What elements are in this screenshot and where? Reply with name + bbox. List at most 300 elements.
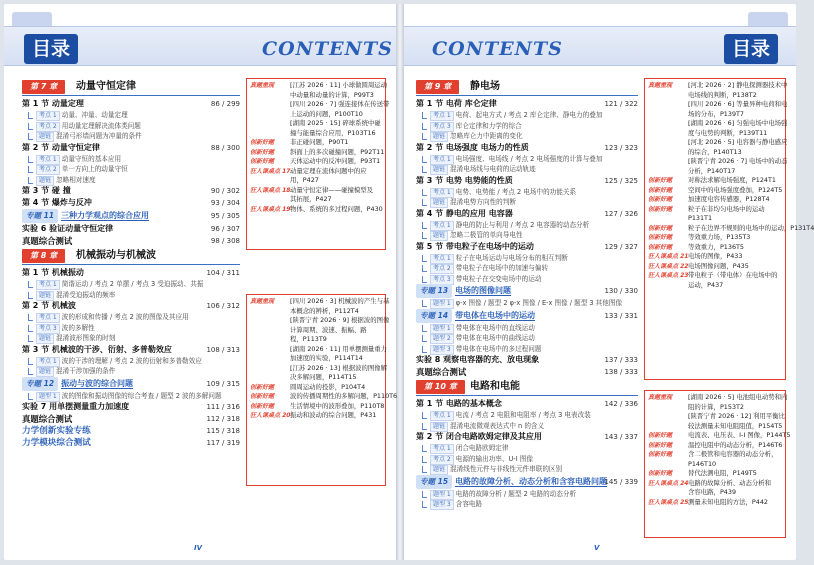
- highlight-line: [250, 91, 382, 101]
- special-topic-title: 电场的图像问题: [455, 286, 512, 295]
- highlight-line: [648, 81, 788, 91]
- toc-subitem-text: 动量、冲量、动量定理: [61, 111, 128, 119]
- toc-special-topic[interactable]: [416, 284, 638, 298]
- toc-entry-title: 第 4 节 静电的应用 电容器: [416, 208, 513, 218]
- highlight-category: 创新好题: [250, 158, 275, 165]
- toc-entry-title: 第 1 节 动量定理: [22, 99, 84, 108]
- highlight-text: 中动量和动量的计算，P99T3: [290, 90, 374, 99]
- toc-tag: 考点 1: [36, 313, 60, 323]
- toc-subitem-text: 简谐运动 / 考点 2 单摆 / 考点 3 受迫振动、共振: [61, 280, 204, 288]
- highlight-text: [江苏 2026 · 11] 小球做圆周运动: [290, 81, 388, 89]
- toc-tag: 考点 3: [430, 122, 454, 132]
- highlight-text: 粒子在边界不规则的电场中的运动，P131T4: [688, 223, 814, 232]
- toc-page-ref: 93 / 304: [210, 199, 240, 207]
- highlight-category: 狂人课桌点 18: [250, 186, 291, 194]
- toc-subitem: [416, 454, 638, 465]
- highlight-text: 决多解问题，P114T15: [290, 373, 357, 381]
- highlight-line: [250, 176, 382, 186]
- highlight-category: 狂人课桌点 22: [648, 262, 689, 270]
- highlight-text: 动量守恒定律——碰撞模型及: [290, 185, 374, 194]
- chapter-badge: 第 7 章: [22, 80, 65, 94]
- toc-entry-title: 第 4 节 爆炸与反冲: [22, 198, 92, 207]
- highlight-line: [648, 252, 782, 262]
- highlight-line: [250, 335, 382, 345]
- toc-entry[interactable]: [22, 413, 240, 425]
- toc-subitem-text: 带电体在电场中的直线运动: [455, 323, 535, 332]
- toc-tag: 考点 1: [36, 357, 60, 367]
- highlight-category: 创新好题: [648, 441, 673, 449]
- highlight-text: 生活情境中的波形叠加，P110T8: [290, 401, 385, 410]
- toc-subitem-text: 粒子在电场运动与电场分布的相互判断: [455, 253, 568, 262]
- special-topic-label: 专题 15: [416, 475, 452, 489]
- highlight-line: [648, 119, 788, 129]
- toc-tag: 题链: [430, 198, 448, 208]
- left-toc-column: [22, 78, 240, 449]
- toc-subitem-text: 闭合电路欧姆定律: [455, 444, 509, 452]
- highlight-category: 狂人课桌点 25: [648, 498, 689, 506]
- toc-entry[interactable]: [22, 142, 240, 154]
- highlight-text: [四川 2026 · 7] 强连接体在传送带: [290, 100, 390, 108]
- highlight-text: 动量定理在流体问题中的应: [290, 166, 367, 175]
- highlight-category: 创新好题: [648, 234, 673, 241]
- highlight-text: 替代法测电阻，P149T5: [688, 469, 757, 477]
- highlight-text: [江苏 2026 · 13] 根据波的图像解: [290, 363, 388, 372]
- highlight-text: 计算周期、波速、振幅、路: [290, 325, 367, 334]
- toc-page-ref: 88 / 300: [210, 143, 240, 152]
- toc-entry[interactable]: [416, 366, 638, 378]
- highlight-line: [250, 129, 382, 139]
- highlight-category: 狂人课桌点 23: [648, 272, 689, 279]
- toc-tag: 考点 2: [36, 122, 60, 132]
- highlight-category: 创新好题: [250, 402, 275, 410]
- highlight-text: 圆周运动的投影，P104T4: [290, 382, 366, 391]
- toc-subitem: [416, 464, 638, 475]
- highlight-text: 用，P427: [290, 176, 319, 184]
- toc-entry[interactable]: [416, 241, 638, 253]
- toc-entry[interactable]: [22, 267, 240, 279]
- toc-entry-title: 实验 6 验证动量守恒定律: [22, 224, 114, 233]
- highlight-text: 等效重力场，P135T3: [688, 233, 751, 241]
- toc-entry[interactable]: [416, 142, 638, 154]
- highlight-text: [四川 2026 · 3] 机械波的产生与基: [290, 297, 390, 305]
- toc-subitem-text: 混淆电场线与电荷的运动轨迹: [450, 165, 536, 173]
- highlight-text: 电场的图像，P433: [688, 252, 743, 260]
- toc-subitem-text: 混淆受迫振动的频率: [56, 290, 116, 299]
- toc-tag: 题链: [430, 231, 448, 241]
- toc-subitem-text: 忽略二极管的单向导电性: [450, 231, 523, 239]
- highlight-category: 创新好题: [648, 205, 673, 213]
- highlight-text: 电场线的判断，P138T2: [688, 90, 757, 99]
- toc-subitem-text: 电荷、起电方式 / 考点 2 库仑定律、静电力的叠加: [455, 111, 603, 119]
- highlight-text: 的综合，P140T13: [688, 147, 742, 156]
- highlight-line: [648, 412, 786, 422]
- chapter-badge: 第 9 章: [416, 80, 459, 94]
- highlight-category: 创新好题: [250, 139, 275, 146]
- toc-subitem: [416, 164, 638, 175]
- toc-subitem-text: 忽略库仑力中距离的变化: [450, 132, 523, 140]
- toc-page-ref: 117 / 319: [206, 439, 240, 447]
- highlight-line: [250, 110, 382, 120]
- toc-entry[interactable]: [416, 175, 638, 187]
- toc-entry-title: 第 5 节 带电粒子在电场中的运动: [416, 241, 534, 251]
- toc-tag: 考点 1: [430, 411, 454, 421]
- toc-subitem: [416, 253, 638, 264]
- highlight-line: [250, 354, 382, 364]
- chapter-title: 电路和电能: [470, 381, 520, 392]
- highlight-text: 上运动的问题，P100T10: [290, 109, 363, 118]
- toc-subitem: [416, 154, 638, 165]
- highlight-line: [250, 392, 398, 402]
- highlight-line: [250, 167, 382, 177]
- highlight-text: [陕晋宁青 2026 · 9] 根据波的图像: [290, 316, 390, 324]
- toc-subitem-text: 动量守恒的基本应用: [61, 154, 122, 163]
- highlight-line: [250, 138, 382, 148]
- toc-subitem-text: 电场强度、电场线 / 考点 2 电场强度的计算与叠加: [455, 154, 603, 163]
- toc-entry[interactable]: [416, 398, 638, 410]
- toc-page-ref: 96 / 307: [210, 225, 240, 233]
- toc-page-ref: 106 / 312: [206, 302, 240, 310]
- toc-subitem-text: 忽略相对速度: [56, 175, 96, 184]
- special-topic-label: 专题 13: [416, 284, 452, 298]
- highlight-text: 含二极管和电容器的动态分析，: [688, 450, 778, 458]
- toc-subitem-text: 波的图像和振动图像的综合考查 / 题型 2 波的多解问题: [61, 391, 222, 400]
- highlight-text: [河北 2026 · 5] 电容器与静电感应: [688, 138, 788, 146]
- highlight-line: [648, 129, 782, 139]
- highlight-line: [648, 157, 788, 167]
- toc-subitem: [22, 356, 240, 367]
- highlight-category: 创新好题: [250, 383, 275, 391]
- toc-subitem: [22, 110, 240, 121]
- toc-subitem: [416, 344, 638, 355]
- toc-page-ref: 95 / 305: [210, 212, 240, 220]
- highlight-text: 粒子在非均匀电场中的运动: [688, 204, 765, 213]
- highlight-line: [648, 422, 782, 432]
- toc-page-ref: 112 / 318: [206, 415, 240, 423]
- highlight-text: P146T10: [688, 459, 717, 468]
- highlight-line: [648, 223, 814, 234]
- highlight-text: [四川 2026 · 6] 等量异种电荷和电: [688, 100, 788, 108]
- toc-subitem: [22, 279, 240, 290]
- toc-special-topic[interactable]: [416, 475, 638, 489]
- toc-entry-title: 实验 8 观察电容器的充、放电现象: [416, 355, 540, 364]
- toc-tag: 考点 2: [430, 455, 454, 465]
- highlight-line: [648, 450, 782, 460]
- highlight-line: [250, 326, 382, 336]
- toc-tag: 考点 1: [430, 221, 454, 231]
- toc-page-ref: 115 / 318: [206, 427, 240, 435]
- highlight-category: 创新好题: [250, 148, 275, 156]
- toc-entry[interactable]: [416, 98, 638, 110]
- toc-subitem-text: 带电体在电场中的曲线运动: [455, 334, 535, 342]
- toc-entry[interactable]: [22, 344, 240, 356]
- toc-page-ref: 125 / 325: [604, 176, 638, 185]
- chapter-header: [416, 380, 638, 396]
- toc-subitem: [416, 220, 638, 231]
- toc-subitem-text: 带电粒子在电场中的加速与偏转: [455, 264, 549, 272]
- highlight-line: [250, 186, 382, 196]
- highlight-line: [648, 233, 782, 243]
- highlight-text: 阻的计算，P153T2: [688, 402, 744, 411]
- toc-subitem: [22, 312, 240, 323]
- toc-page-ref: 123 / 323: [604, 143, 638, 152]
- highlight-text: 物体、系统的多过程问题，P430: [290, 204, 383, 213]
- highlight-line: [648, 91, 782, 101]
- toc-tag: 题链: [36, 367, 54, 377]
- highlight-text: 电场图像问题，P435: [688, 261, 749, 270]
- highlight-line: [648, 271, 782, 281]
- toc-tag: 题型 1: [430, 299, 454, 309]
- toc-subitem-text: 波的干涉的理解 / 考点 2 波的衍射和多普勒效应: [61, 356, 202, 365]
- highlight-category: 创新好题: [648, 196, 673, 203]
- special-topic-label: 专题 11: [22, 209, 58, 223]
- toc-page-ref: 86 / 299: [210, 100, 240, 108]
- toc-tag: 考点 2: [36, 165, 60, 175]
- toc-subitem-text: 用动量定理解决流体类问题: [61, 121, 141, 130]
- special-topic-title: 振动与波的综合问题: [61, 378, 134, 388]
- highlight-category: 创新好题: [648, 470, 673, 477]
- highlight-line: [648, 281, 782, 291]
- toc-tag: 题型 1: [36, 392, 60, 402]
- toc-special-topic[interactable]: [22, 377, 240, 391]
- toc-entry[interactable]: [22, 437, 240, 449]
- toc-page-ref: 108 / 313: [206, 345, 240, 354]
- toc-logo: 目录: [24, 34, 78, 64]
- toc-tag: 题型 3: [430, 500, 454, 510]
- toc-tag: 题链: [36, 176, 54, 186]
- toc-entry-title: 第 1 节 机械振动: [22, 268, 84, 277]
- toc-subitem-text: 单一方向上的动量守恒: [61, 165, 128, 173]
- toc-page-ref: 127 / 326: [604, 209, 638, 218]
- highlight-line: [648, 431, 791, 441]
- highlight-category: 创新好题: [648, 432, 673, 439]
- highlight-line: [648, 214, 782, 224]
- chapter-badge: 第 10 章: [416, 380, 465, 394]
- toc-tag: 考点 1: [430, 155, 454, 165]
- highlight-text: 较法测量未知电阻阻值，P154T5: [688, 421, 783, 430]
- highlight-text: 度与电势的判断，P139T11: [688, 128, 768, 137]
- toc-entry[interactable]: [22, 300, 240, 312]
- highlight-line: [648, 100, 788, 110]
- highlight-text: 加速度电容传感器，P128T4: [688, 195, 770, 203]
- toc-subitem-text: 混淆波形图象的时刻: [56, 334, 116, 342]
- toc-subitem: [416, 489, 638, 500]
- special-topic-label: 专题 12: [22, 377, 58, 391]
- highlight-text: [湖南 2025 · 15] 碎球系统中碰: [290, 119, 381, 127]
- toc-entry-title: 真题综合测试: [416, 367, 467, 377]
- toc-subitem: [416, 263, 638, 274]
- toc-subitem-text: φ-x 图像 / 题型 2 φ-x 图像 / E-x 图像 / 题型 3 其他图像: [455, 299, 623, 307]
- highlight-line: [648, 262, 782, 272]
- highlight-line: [648, 186, 782, 196]
- toc-subitem-text: 库仑定律和力学的综合: [455, 121, 522, 130]
- toc-entry-title: 第 1 节 电荷 库仑定律: [416, 99, 497, 108]
- highlight-category: 真题重现: [648, 394, 673, 401]
- toc-entry-title: 第 3 节 电势 电势能的性质: [416, 175, 513, 185]
- toc-subitem: [416, 274, 638, 285]
- toc-entry[interactable]: [22, 98, 240, 110]
- highlight-text: 带电粒子（带电体）在电场中的: [688, 271, 778, 279]
- highlight-text: 电路的故障分析、动态分析和: [688, 478, 772, 487]
- toc-subitem: [416, 187, 638, 198]
- highlight-text: 含容电路，P439: [688, 488, 737, 496]
- toc-subitem-text: 电流 / 考点 2 电阻和电阻率 / 考点 3 电表改装: [455, 411, 591, 419]
- toc-entry[interactable]: [416, 208, 638, 220]
- contents-heading: CONTENTS: [432, 38, 563, 60]
- highlight-category: 创新好题: [648, 224, 673, 232]
- chapter-badge: 第 8 章: [22, 249, 65, 263]
- toc-subitem-text: 静电的防止与利用 / 考点 2 电容器的动态分析: [455, 220, 590, 229]
- toc-entry[interactable]: [22, 401, 240, 413]
- toc-entry-title: 第 3 节 机械波的干涉、衍射、多普勒效应: [22, 344, 172, 354]
- highlight-line: [648, 138, 788, 148]
- highlight-line: [250, 100, 390, 110]
- toc-subitem: [416, 410, 638, 421]
- toc-subitem: [22, 323, 240, 334]
- highlight-line: [648, 479, 782, 489]
- book-gutter: [396, 4, 404, 560]
- toc-page-ref: 142 / 336: [604, 400, 638, 408]
- toc-page-ref: 98 / 308: [210, 237, 240, 245]
- toc-entry-title: 真题综合测试: [22, 236, 73, 246]
- toc-page-ref: 90 / 302: [210, 187, 240, 195]
- toc-entry-title: 实验 7 用单摆测量重力加速度: [22, 402, 130, 411]
- toc-entry-title: 力学创新实验专练: [22, 426, 91, 436]
- highlight-line: [648, 498, 782, 508]
- toc-tag: 题链: [430, 465, 448, 475]
- toc-special-topic[interactable]: [22, 209, 240, 223]
- highlight-category: 狂人课桌点 19: [250, 205, 291, 213]
- highlight-text: 本概念的辨析，P112T4: [290, 306, 359, 315]
- highlight-text: 波的传播周期性的多解问题，P110T6: [290, 392, 398, 400]
- toc-page-ref: 138 / 333: [604, 368, 638, 376]
- highlight-line: [648, 393, 788, 403]
- highlight-category: 狂人课桌点 17: [250, 167, 291, 175]
- highlight-text: 程，P113T9: [290, 335, 327, 343]
- toc-subitem-text: 波的形成和传播 / 考点 2 波的图像及其应用: [61, 313, 189, 321]
- toc-entry[interactable]: [22, 235, 240, 247]
- toc-page-ref: 109 / 315: [206, 379, 240, 388]
- chapter-header: [22, 249, 240, 265]
- highlight-line: [250, 344, 388, 355]
- toc-subitem: [416, 421, 638, 432]
- toc-subitem: [22, 366, 240, 377]
- highlight-text: 天体运动中的反冲问题，P93T1: [290, 157, 381, 165]
- toc-page-ref: 129 / 327: [604, 242, 638, 251]
- toc-subitem-text: 混淆线性元件与非线性元件串联的区别: [450, 465, 563, 473]
- toc-tag: 题链: [36, 132, 54, 142]
- highlight-text: 测量未知电阻的方法，P442: [688, 497, 768, 506]
- toc-subitem: [416, 333, 638, 344]
- highlight-line: [250, 363, 388, 374]
- highlight-line: [648, 460, 782, 470]
- toc-tag: 题链: [430, 165, 448, 175]
- chapter-header: [22, 80, 240, 96]
- toc-entry[interactable]: [416, 431, 638, 443]
- toc-tag: 考点 1: [430, 254, 454, 264]
- highlight-text: [湖南 2026 · 5] 电池组电动势和内: [688, 393, 788, 401]
- left-page: [4, 4, 396, 560]
- highlight-text: 分析，P140T17: [688, 166, 736, 175]
- toc-tag: 考点 1: [430, 111, 454, 121]
- highlight-line: [648, 403, 782, 413]
- left-highlight-box-1: [246, 78, 390, 250]
- toc-entry[interactable]: [416, 354, 638, 366]
- toc-entry-title: 真题综合测试: [22, 414, 73, 424]
- highlight-line: [648, 110, 782, 120]
- chapter-title: 动量守恒定律: [76, 81, 136, 92]
- toc-tag: 考点 3: [36, 324, 60, 334]
- highlight-category: 创新好题: [648, 186, 673, 194]
- highlight-text: 其拓展，P427: [290, 195, 332, 203]
- toc-subitem: [416, 110, 638, 121]
- highlight-line: [648, 195, 782, 205]
- toc-tag: 考点 1: [430, 188, 454, 198]
- highlight-text: 运动，P437: [688, 280, 724, 289]
- toc-logo: 目录: [724, 34, 778, 64]
- highlight-line: [250, 205, 382, 215]
- header-tab-decoration: [12, 12, 52, 26]
- highlight-line: [250, 373, 382, 383]
- highlight-text: [湖南 2026 · 6] 匀强电场中电场强: [688, 119, 788, 127]
- highlight-line: [648, 176, 782, 186]
- special-topic-title: 带电体在电场中的运动: [455, 310, 536, 320]
- highlight-text: [陕晋宁青 2026 · 7] 电场中的动态: [688, 157, 788, 165]
- toc-entry[interactable]: [22, 197, 240, 209]
- highlight-text: [河北 2026 · 2] 静电探测器技术中: [688, 81, 788, 89]
- highlight-line: [250, 195, 382, 205]
- highlight-category: 创新好题: [648, 243, 673, 251]
- toc-entry[interactable]: [22, 223, 240, 235]
- toc-entry-title: 力学模块综合测试: [22, 438, 91, 448]
- toc-subitem: [22, 154, 240, 165]
- toc-tag: 题链: [36, 334, 54, 344]
- toc-subitem-text: 电源的输出功率、U-I 图像: [455, 454, 533, 463]
- toc-entry[interactable]: [22, 185, 240, 197]
- highlight-line: [250, 81, 388, 91]
- toc-entry-title: 第 1 节 电路的基本概念: [416, 399, 502, 408]
- toc-page-ref: 137 / 333: [604, 356, 638, 364]
- toc-entry-title: 第 2 节 动量守恒定律: [22, 142, 100, 152]
- highlight-line: [648, 488, 782, 498]
- toc-entry-title: 第 2 节 闭合电路欧姆定律及其应用: [416, 432, 542, 441]
- highlight-text: 场的分布，P139T7: [688, 109, 744, 118]
- highlight-text: 振动和波动的综合问题，P431: [290, 411, 377, 419]
- highlight-category: 真题重现: [250, 298, 275, 305]
- highlight-category: 狂人课桌点 21: [648, 253, 689, 260]
- toc-subitem: [416, 131, 638, 142]
- toc-entry[interactable]: [22, 425, 240, 437]
- highlight-text: [湖南 2026 · 11] 用单摆测量重力: [290, 344, 388, 353]
- toc-subitem: [416, 121, 638, 132]
- toc-subitem: [416, 298, 638, 309]
- highlight-category: 真题重现: [648, 82, 673, 89]
- toc-subitem: [22, 131, 240, 142]
- toc-special-topic[interactable]: [416, 309, 638, 323]
- chapter-title: 机械振动与机械波: [76, 250, 156, 261]
- toc-tag: 题型 1: [430, 324, 454, 334]
- highlight-category: 创新好题: [250, 393, 275, 400]
- toc-tag: 题链: [430, 132, 448, 142]
- toc-subitem: [22, 164, 240, 175]
- highlight-category: 狂人课桌点 24: [648, 479, 689, 487]
- highlight-text: 空间中的电场强度叠加，P124T5: [688, 185, 783, 194]
- highlight-line: [648, 167, 782, 177]
- right-page: [404, 4, 814, 560]
- highlight-line: [250, 297, 390, 307]
- highlight-text: 加速度的实验，P114T14: [290, 354, 363, 362]
- page-number: IV: [194, 544, 203, 552]
- toc-entry-title: 第 2 节 机械波: [22, 301, 76, 310]
